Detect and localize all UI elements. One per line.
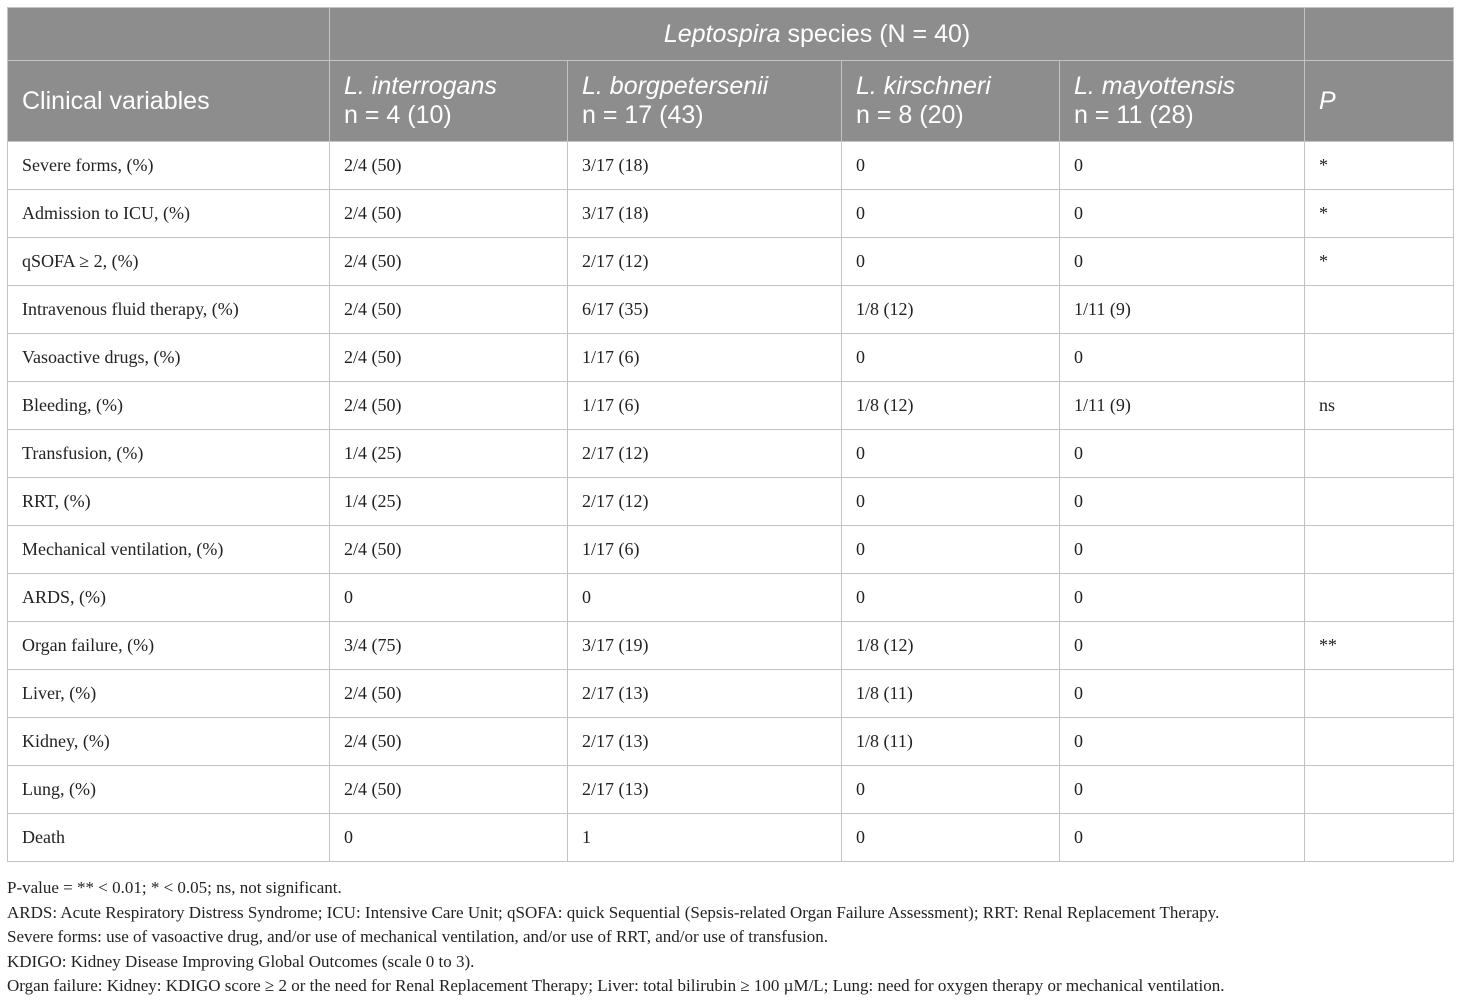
cell-l-mayottensis: 0	[1060, 670, 1305, 718]
cell-p-value: *	[1305, 142, 1454, 190]
cell-variable: Severe forms, (%)	[8, 142, 330, 190]
cell-variable: Organ failure, (%)	[8, 622, 330, 670]
cell-l-borgpetersenii: 1/17 (6)	[568, 382, 842, 430]
footnote-line: P-value = ** < 0.01; * < 0.05; ns, not significant.	[7, 878, 342, 897]
cell-l-kirschneri: 1/8 (11)	[842, 670, 1060, 718]
col-header-species: L. interrogans	[344, 72, 497, 100]
cell-l-borgpetersenii: 2/17 (13)	[568, 670, 842, 718]
footnote-line: Organ failure: Kidney: KDIGO score ≥ 2 or the need for Renal Replacement Therapy; Liver: total bilirubin ≥ 100 µM/L; Lung: need for oxygen therapy or mechanical ventilation.	[7, 976, 1225, 996]
cell-l-kirschneri: 0	[842, 334, 1060, 382]
cell-l-interrogans: 2/4 (50)	[330, 238, 568, 286]
col-header-count: n = 4 (10)	[344, 101, 452, 129]
cell-p-value	[1305, 334, 1454, 382]
col-header-p-label: P	[1319, 86, 1336, 115]
cell-l-interrogans: 3/4 (75)	[330, 622, 568, 670]
cell-p-value	[1305, 718, 1454, 766]
cell-l-mayottensis: 0	[1060, 238, 1305, 286]
cell-variable: Bleeding, (%)	[8, 382, 330, 430]
col-header-l-interrogans	[330, 61, 568, 142]
cell-l-mayottensis: 0	[1060, 142, 1305, 190]
cell-p-value	[1305, 766, 1454, 814]
cell-l-kirschneri: 0	[842, 190, 1060, 238]
cell-l-interrogans: 2/4 (50)	[330, 334, 568, 382]
cell-l-borgpetersenii: 3/17 (18)	[568, 142, 842, 190]
cell-l-borgpetersenii: 3/17 (18)	[568, 190, 842, 238]
table-row	[8, 814, 1454, 862]
table-row	[8, 622, 1454, 670]
header-row-columns	[8, 61, 1454, 142]
cell-p-value	[1305, 814, 1454, 862]
cell-p-value: *	[1305, 238, 1454, 286]
cell-l-borgpetersenii: 2/17 (12)	[568, 478, 842, 526]
table-row	[8, 718, 1454, 766]
cell-variable: Mechanical ventilation, (%)	[8, 526, 330, 574]
cell-l-kirschneri: 0	[842, 430, 1060, 478]
cell-p-value: *	[1305, 190, 1454, 238]
species-group-header	[330, 8, 1305, 61]
cell-l-interrogans: 1/4 (25)	[330, 430, 568, 478]
cell-l-interrogans: 0	[330, 814, 568, 862]
cell-l-kirschneri: 0	[842, 238, 1060, 286]
group-header-italic: Leptospira	[663, 19, 781, 48]
cell-l-mayottensis: 0	[1060, 622, 1305, 670]
table-row	[8, 142, 1454, 190]
cell-l-borgpetersenii: 1/17 (6)	[568, 334, 842, 382]
cell-variable: Vasoactive drugs, (%)	[8, 334, 330, 382]
col-header-count: n = 8 (20)	[856, 101, 964, 129]
table-row	[8, 670, 1454, 718]
cell-l-borgpetersenii: 0	[568, 574, 842, 622]
col-header-count: n = 17 (43)	[582, 101, 704, 129]
col-header-l-mayottensis	[1060, 61, 1305, 142]
table-row	[8, 286, 1454, 334]
cell-l-interrogans: 2/4 (50)	[330, 670, 568, 718]
cell-l-mayottensis: 0	[1060, 526, 1305, 574]
table-row	[8, 382, 1454, 430]
cell-variable: Intravenous fluid therapy, (%)	[8, 286, 330, 334]
cell-l-interrogans: 2/4 (50)	[330, 142, 568, 190]
cell-l-mayottensis: 0	[1060, 766, 1305, 814]
cell-p-value	[1305, 286, 1454, 334]
col-header-l-borgpetersenii	[568, 61, 842, 142]
cell-variable: ARDS, (%)	[8, 574, 330, 622]
cell-variable: qSOFA ≥ 2, (%)	[8, 238, 330, 286]
cell-l-mayottensis: 0	[1060, 574, 1305, 622]
cell-l-mayottensis: 1/11 (9)	[1060, 286, 1305, 334]
cell-l-borgpetersenii: 3/17 (19)	[568, 622, 842, 670]
cell-l-kirschneri: 1/8 (12)	[842, 382, 1060, 430]
cell-l-mayottensis: 0	[1060, 718, 1305, 766]
cell-variable: Lung, (%)	[8, 766, 330, 814]
cell-l-kirschneri: 0	[842, 478, 1060, 526]
header-row-group	[8, 8, 1454, 61]
cell-variable: Death	[8, 814, 330, 862]
cell-l-kirschneri: 1/8 (11)	[842, 718, 1060, 766]
cell-variable: Kidney, (%)	[8, 718, 330, 766]
cell-l-kirschneri: 0	[842, 766, 1060, 814]
cell-l-interrogans: 2/4 (50)	[330, 766, 568, 814]
group-header-rest: species (N = 40)	[780, 19, 971, 48]
cell-l-kirschneri: 0	[842, 526, 1060, 574]
cell-l-mayottensis: 0	[1060, 334, 1305, 382]
col-header-label: Clinical variables	[22, 86, 210, 115]
col-header-clinical-variables	[8, 61, 330, 142]
cell-l-interrogans: 2/4 (50)	[330, 718, 568, 766]
cell-l-mayottensis: 1/11 (9)	[1060, 382, 1305, 430]
cell-l-kirschneri: 0	[842, 142, 1060, 190]
col-header-p	[1305, 61, 1454, 142]
cell-l-borgpetersenii: 1/17 (6)	[568, 526, 842, 574]
footnote-line: Severe forms: use of vasoactive drug, and/or use of mechanical ventilation, and/or use of RRT, and/or use of transfusion.	[7, 927, 829, 947]
cell-p-value	[1305, 430, 1454, 478]
cell-variable: Liver, (%)	[8, 670, 330, 718]
cell-l-mayottensis: 0	[1060, 478, 1305, 526]
cell-l-borgpetersenii: 2/17 (13)	[568, 766, 842, 814]
table-header	[8, 8, 1454, 142]
cell-l-interrogans: 2/4 (50)	[330, 190, 568, 238]
clinical-table	[7, 7, 1454, 862]
cell-p-value	[1305, 670, 1454, 718]
cell-l-borgpetersenii: 1	[568, 814, 842, 862]
col-header-species: L. mayottensis	[1074, 72, 1236, 100]
cell-p-value	[1305, 574, 1454, 622]
cell-l-mayottensis: 0	[1060, 430, 1305, 478]
footnotes	[7, 876, 1453, 999]
cell-l-interrogans: 2/4 (50)	[330, 526, 568, 574]
col-header-count: n = 11 (28)	[1074, 101, 1194, 129]
cell-p-value: **	[1305, 622, 1454, 670]
cell-l-interrogans: 0	[330, 574, 568, 622]
table-body	[8, 142, 1454, 862]
cell-l-borgpetersenii: 2/17 (12)	[568, 430, 842, 478]
header-empty-cell-p	[1305, 8, 1454, 61]
col-header-l-kirschneri	[842, 61, 1060, 142]
col-header-species: L. kirschneri	[856, 72, 991, 100]
cell-l-kirschneri: 0	[842, 814, 1060, 862]
cell-variable: Admission to ICU, (%)	[8, 190, 330, 238]
table-row	[8, 190, 1454, 238]
cell-p-value	[1305, 526, 1454, 574]
table-row	[8, 478, 1454, 526]
cell-variable: RRT, (%)	[8, 478, 330, 526]
header-empty-cell	[8, 8, 330, 61]
cell-p-value	[1305, 478, 1454, 526]
footnote-line: ARDS: Acute Respiratory Distress Syndrome; ICU: Intensive Care Unit; qSOFA: quick Sequential (Sepsis-related Organ Failure Assessment); RRT: Renal Replacement Therapy.	[7, 902, 1220, 922]
cell-l-mayottensis: 0	[1060, 814, 1305, 862]
cell-p-value: ns	[1305, 382, 1454, 430]
cell-l-borgpetersenii: 2/17 (12)	[568, 238, 842, 286]
cell-l-kirschneri: 1/8 (12)	[842, 286, 1060, 334]
table-row	[8, 238, 1454, 286]
cell-l-kirschneri: 1/8 (12)	[842, 622, 1060, 670]
table-row	[8, 574, 1454, 622]
table-row	[8, 766, 1454, 814]
table-row	[8, 526, 1454, 574]
cell-variable: Transfusion, (%)	[8, 430, 330, 478]
col-header-species: L. borgpetersenii	[582, 72, 769, 100]
cell-l-borgpetersenii: 2/17 (13)	[568, 718, 842, 766]
cell-l-interrogans: 2/4 (50)	[330, 382, 568, 430]
cell-l-borgpetersenii: 6/17 (35)	[568, 286, 842, 334]
cell-l-mayottensis: 0	[1060, 190, 1305, 238]
footnote-line: KDIGO: Kidney Disease Improving Global Outcomes (scale 0 to 3).	[7, 951, 475, 971]
cell-l-kirschneri: 0	[842, 574, 1060, 622]
table-row	[8, 334, 1454, 382]
cell-l-interrogans: 2/4 (50)	[330, 286, 568, 334]
table-row	[8, 430, 1454, 478]
cell-l-interrogans: 1/4 (25)	[330, 478, 568, 526]
